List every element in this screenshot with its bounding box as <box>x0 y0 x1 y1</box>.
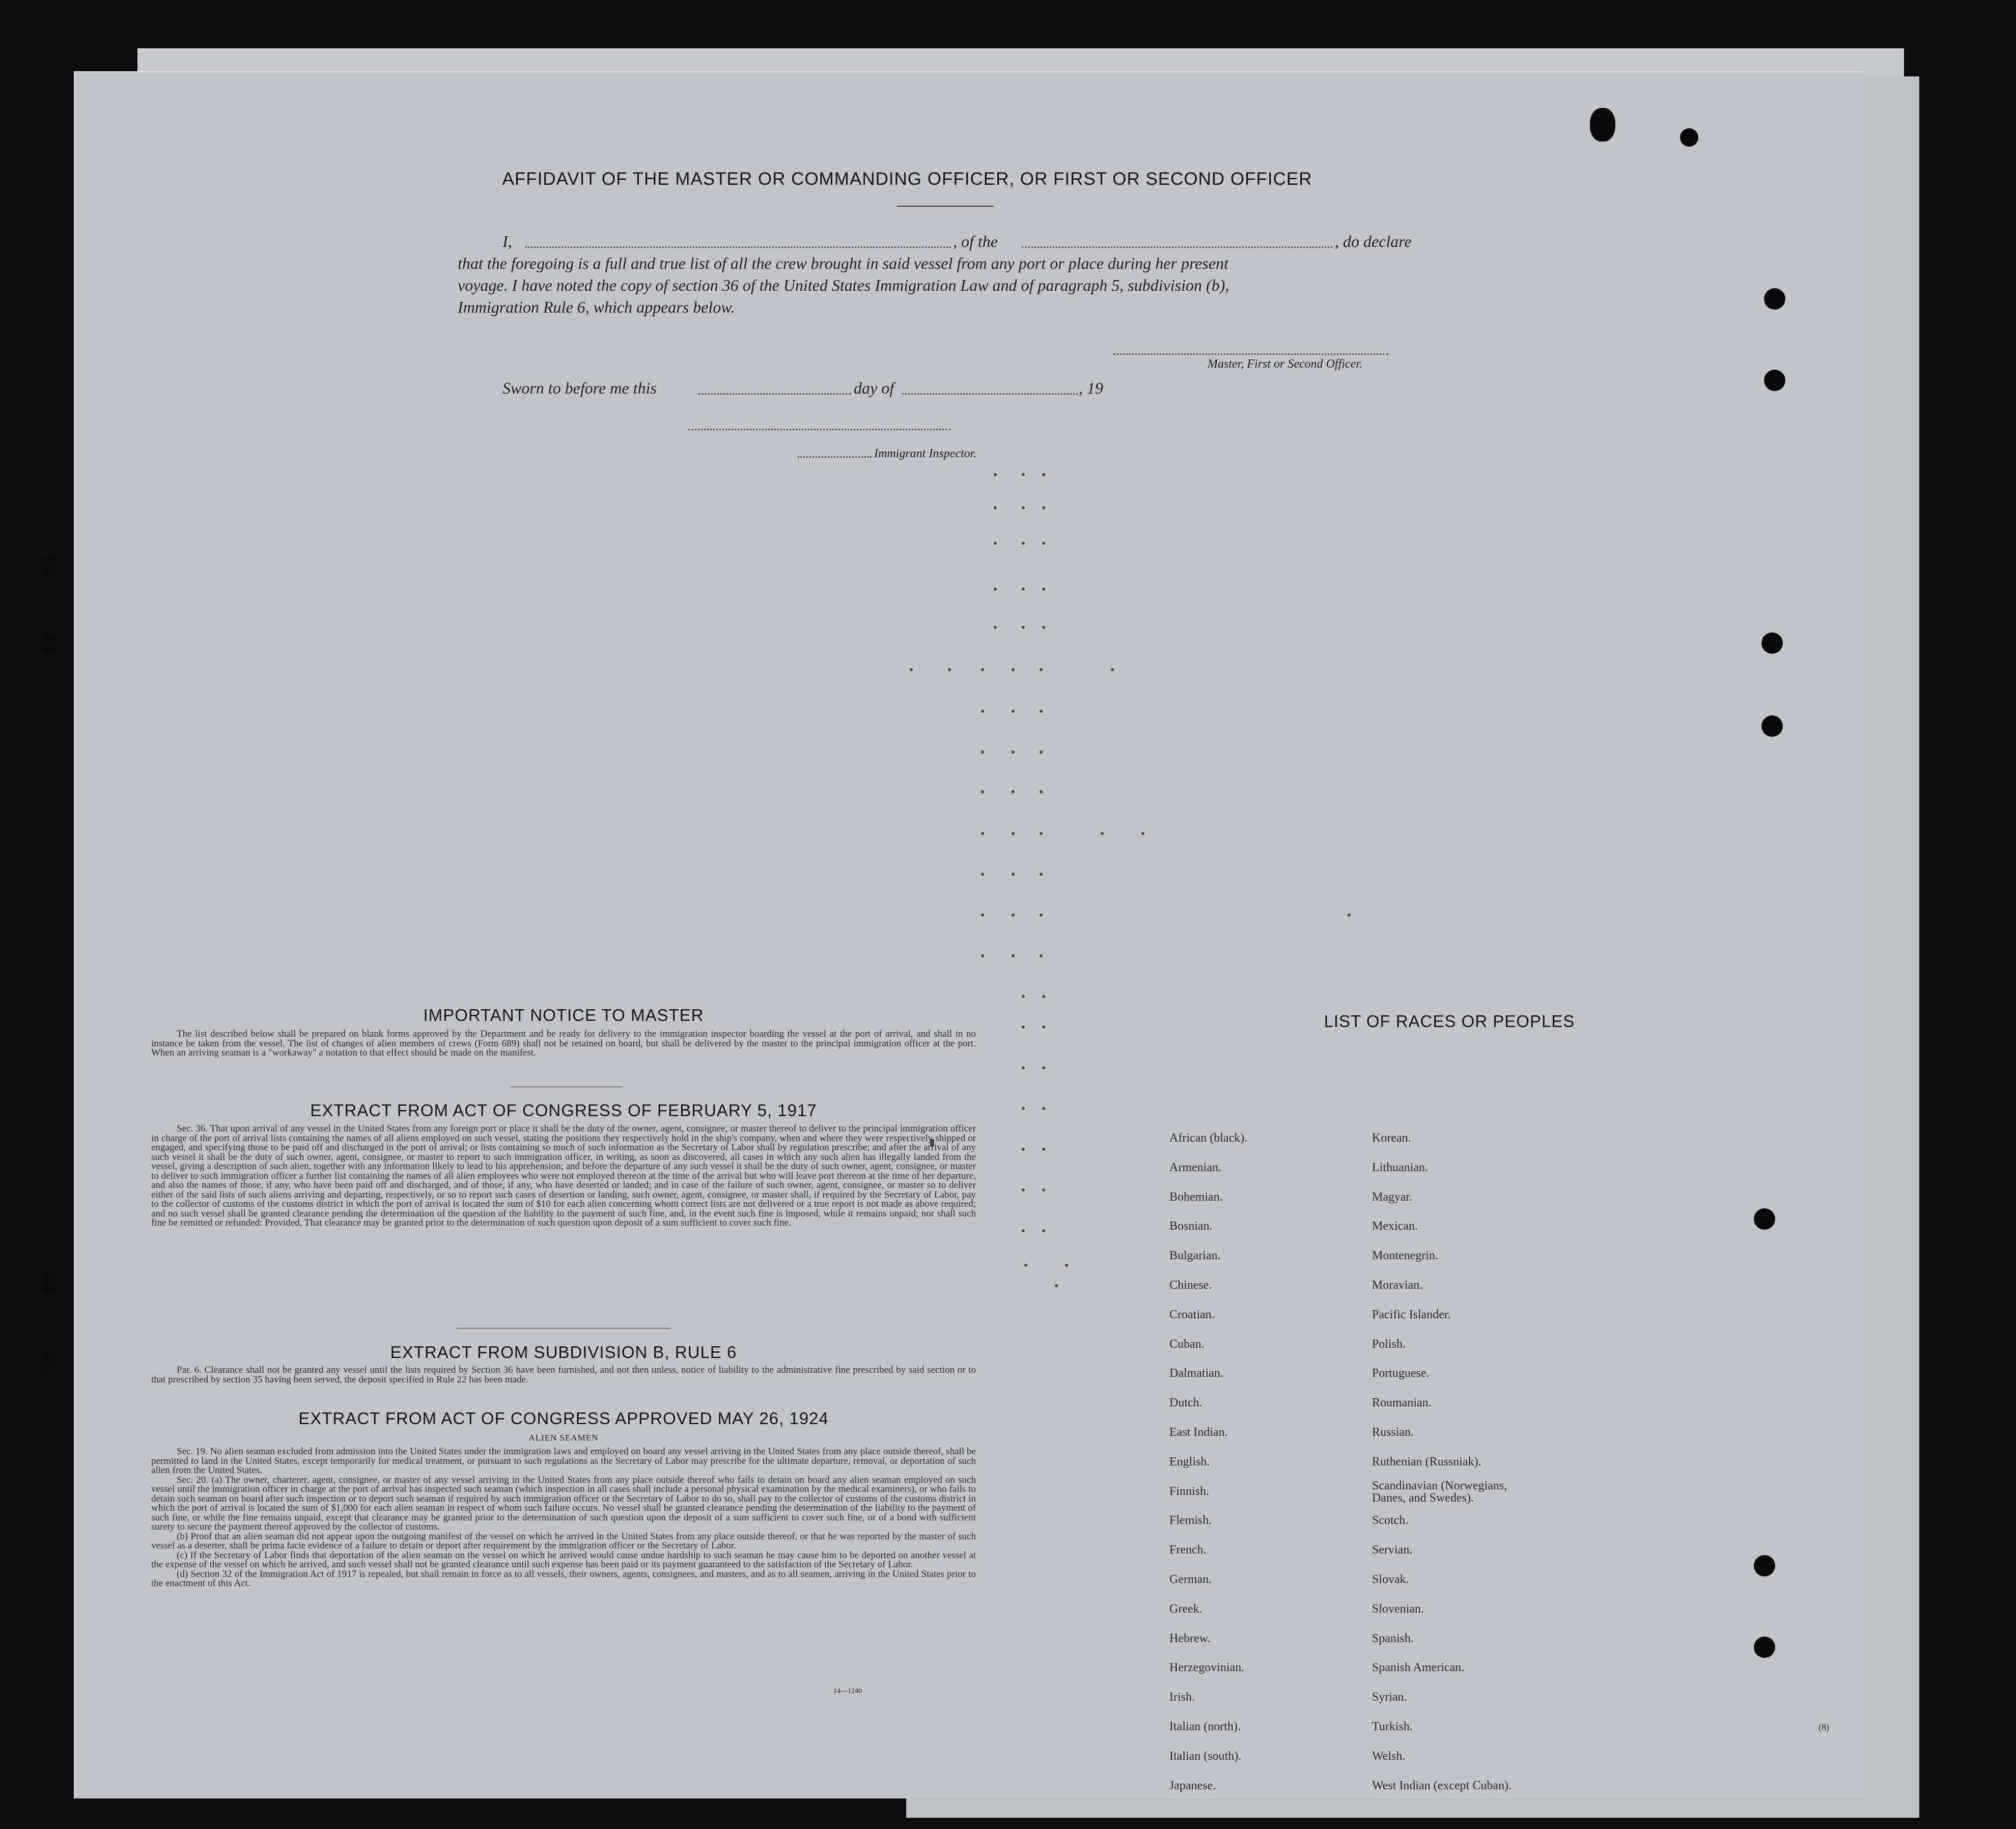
race-item: Spanish. <box>1372 1631 1414 1645</box>
sec-20d: (d) Section 32 of the Immigration Act of 1917 is repealed, but shall remain in force as to all vessels, their owners, agents, consignees, and masters, and as to all seamen, arriving in the United States prior to the enactment of this Act. <box>151 1568 976 1589</box>
race-item: Italian (south). <box>1169 1749 1242 1763</box>
race-item: Bohemian. <box>1169 1190 1223 1204</box>
race-item: Ruthenian (Russniak). <box>1372 1455 1481 1468</box>
affidavit-first-line <box>502 231 1521 253</box>
race-item: Flemish. <box>1169 1514 1212 1528</box>
race-item: Hebrew. <box>1169 1631 1211 1645</box>
race-item: Chinese. <box>1169 1279 1212 1292</box>
day-of-text: day of <box>854 379 894 397</box>
race-item: Portuguese. <box>1372 1367 1430 1380</box>
affidavit-line-4: Immigration Rule 6, which appears below. <box>458 298 735 316</box>
race-item: East Indian. <box>1169 1426 1228 1439</box>
master-label: Master, First or Second Officer. <box>1208 357 1362 371</box>
master-signature-line <box>1113 353 1388 355</box>
inspector-label: Immigrant Inspector. <box>874 447 977 460</box>
notice-title: IMPORTANT NOTICE TO MASTER <box>423 1006 704 1024</box>
sworn-text: Sworn to before me this <box>502 379 657 397</box>
race-item: Herzegovinian. <box>1169 1661 1245 1675</box>
race-item: Pacific Islander. <box>1372 1308 1451 1321</box>
race-item: English. <box>1169 1455 1210 1468</box>
race-item: Slovak. <box>1372 1573 1409 1586</box>
day-blank <box>698 393 851 395</box>
race-item: Montenegrin. <box>1372 1249 1438 1263</box>
race-item: Italian (north). <box>1169 1720 1241 1733</box>
position-blank <box>1022 246 1332 248</box>
affidavit-declare: , do declare <box>1335 232 1412 251</box>
affidavit-of-the: , of the <box>953 232 998 251</box>
race-item: Magyar. <box>1372 1190 1413 1204</box>
rule6-title: EXTRACT FROM SUBDIVISION B, RULE 6 <box>390 1343 737 1362</box>
race-item: Slovenian. <box>1372 1602 1424 1616</box>
race-item: Dutch. <box>1169 1396 1202 1410</box>
race-item: Japanese. <box>1169 1779 1216 1792</box>
race-item: Servian. <box>1372 1543 1413 1557</box>
race-item: Greek. <box>1169 1602 1202 1616</box>
race-item: Irish. <box>1169 1691 1195 1704</box>
race-item: Scotch. <box>1372 1514 1409 1528</box>
race-item: French. <box>1169 1543 1207 1557</box>
extract-1917-body: Sec. 36. That upon arrival of any vessel in the United States from any foreign port or place it shall be the duty of the owner, agent, consignee, or master thereof to deliver to the principal immigration officer in charge of the port of arrival lists containing the names of all aliens employed on such vessel, stating the positions they respectively hold in the ship's company, when and where they were respectively shipped or engaged, and specifying those to be paid off and discharged in the port of arrival; or lists containing so much of such information as the Secretary of Labor shall by regulation prescribe; and after the arrival of any such vessel it shall be the duty of such owner, agent, consignee, or master to report to such immigration officer, in writing, as soon as discovered, all cases in which any such alien has illegally landed from the vessel, giving a description of such alien, together with any information likely to lead to his apprehension; and before the departure of any such vessel it shall be the duty of such owner, agent, consignee, or master to deliver to such immigration officer a further list containing the names of all alien employees who were not employed thereon at the time of the arrival but who will leave port thereon at the time of her departure, and also the names of those, if any, who have been paid off and discharged, and of those, if any, who have deserted or landed; and in case of the failure of such owner, agent, consignee, or master so to deliver either of the said lists of such aliens arriving and departing, respectively, or so to report such cases of desertion or landing, such owner, agent, consignee, or master shall, if required by the Secretary of Labor, pay to the collector of customs of the customs district in which the port of arrival is located the sum of $10 for each alien concerning whom correct lists are not delivered or a true report is not made as above required; and no such vessel shall be granted clearance pending the determination of the question of the liability to the payment of such fine, and, in the event such fine is imposed, while it remains unpaid; nor shall such fine be remitted or refunded: Provided, That clearance may be granted prior to the determination of such question upon deposit of a sum sufficient to cover such fine. <box>151 1123 976 1228</box>
race-item: Korean. <box>1372 1131 1411 1145</box>
name-blank <box>525 246 950 248</box>
affidavit-i: I, <box>502 232 512 251</box>
affidavit-line-2: that the foregoing is a full and true list of all the crew brought in said vessel from any port or place during her present <box>458 254 1228 272</box>
sworn-line <box>502 378 1215 399</box>
race-item: Bosnian. <box>1169 1220 1213 1233</box>
margin-mark: (8) <box>1818 1722 1829 1732</box>
rule6-body: Par. 6. Clearance shall not be granted any vessel until the lists required by Section 36 have been furnished, and not then unless, notice of liability to the administrative fine prescribed by said section or to that prescribed by section 35 having been served, the deposit specified in Rule 22 has been made. <box>151 1365 976 1385</box>
race-item: Bulgarian. <box>1169 1249 1221 1263</box>
race-item: Finnish. <box>1169 1484 1210 1498</box>
document-page <box>74 71 1864 1798</box>
race-item: Armenian. <box>1169 1160 1221 1174</box>
race-item: Mexican. <box>1372 1220 1418 1233</box>
race-item: Scandinavian (Norwegians, Danes, and Swedes). <box>1372 1479 1507 1505</box>
race-item: Turkish. <box>1372 1720 1413 1733</box>
extract-1924-title: EXTRACT FROM ACT OF CONGRESS APPROVED MAY 26, 1924 <box>298 1409 829 1428</box>
race-item: Russian. <box>1372 1426 1414 1439</box>
sec-19: Sec. 19. No alien seaman excluded from admission into the United States under the immigration laws and employed on board any vessel arriving in the United States from any place outside thereof, shall be permitted to land in the United States, except temporarily for medical treatment, or pursuant to such regulations as the Secretary of Labor may prescribe for the ultimate departure, removal, or deportation of such alien from the United States. <box>151 1446 976 1476</box>
race-item: Spanish American. <box>1372 1661 1465 1675</box>
month-blank <box>902 393 1078 395</box>
affidavit-line-3: voyage. I have noted the copy of section 36 of the United States Immigration Law and of paragraph 5, subdivision (b), <box>458 276 1229 294</box>
sec-20b: (b) Proof that an alien seaman did not appear upon the outgoing manifest of the vessel on which he arrived in the United States from any place outside thereof, or that he was reported by the master of such vessel as a deserter, shall be prima facie evidence of a failure to detain or deport after requirement by the immigration officer or the Secretary of Labor. <box>151 1531 976 1551</box>
year-text: , 19 <box>1079 379 1103 397</box>
inspector-lead <box>798 456 872 458</box>
affidavit-title: AFFIDAVIT OF THE MASTER OR COMMANDING OFFICER, OR FIRST OR SECOND OFFICER <box>502 169 1312 189</box>
race-item: Syrian. <box>1372 1691 1407 1704</box>
race-item: Roumanian. <box>1372 1396 1432 1410</box>
race-item: Moravian. <box>1372 1279 1423 1292</box>
race-item: Cuban. <box>1169 1337 1205 1351</box>
inspector-signature-line <box>688 429 950 430</box>
race-item: West Indian (except Cuban). <box>1372 1779 1511 1792</box>
notice-body: The list described below shall be prepared on blank forms approved by the Department and be ready for delivery to the immigration inspector boarding the vessel at the port of arrival, and shall in no instance be taken from the vessel. The list of changes of alien members of crews (Form 689) shall not be retained on board, but shall be delivered by the master to the principal immigration officer at the port. When an arriving seaman is a "workaway" a notation to that effect should be made on the manifest. <box>151 1029 976 1058</box>
sec-20c: (c) If the Secretary of Labor finds that deportation of the alien seaman on the vessel on which he arrived would cause undue hardship to such seaman he may cause him to be deported on another vessel at the expense of the vessel on which he arrived, and such vessel shall not be granted clearance until such expense has been paid or its payment guaranteed to the satisfaction of the Secretary of Labor. <box>151 1549 976 1570</box>
extract-1917-title: EXTRACT FROM ACT OF CONGRESS OF FEBRUARY 5, 1917 <box>310 1101 817 1120</box>
race-item: Dalmatian. <box>1169 1367 1223 1380</box>
sec-20a: Sec. 20. (a) The owner, charterer, agent, consignee, or master of any vessel arriving in the United States from any place outside thereof who fails to detain on board any alien seaman employed on such vessel until the immigration officer in charge at the port of arrival has inspected such seaman (which inspection in all cases shall include a personal physical examination by the medical examiners), or who fails to detain such seaman on board after such inspection or to deport such seaman if required by such immigration officer or the Secretary of Labor to do so, shall pay to the collector of customs of the customs district in which the port of arrival is located the sum of $1,000 for each alien seaman in respect of whom such failure occurs. No vessel shall be granted clearance pending the determination of the liability to the payment of such fine, or while the fine remains unpaid, except that clearance may be granted prior to the determination of such question upon the deposit of a sum sufficient to cover such fine, or of a bond with sufficient surety to secure the payment thereof approved by the collector of customs. <box>151 1474 976 1532</box>
extract-1924-body <box>151 1447 976 1589</box>
alien-seamen-subtitle: ALIEN SEAMEN <box>528 1433 599 1443</box>
race-item: Polish. <box>1372 1337 1406 1351</box>
race-item: Lithuanian. <box>1372 1160 1428 1174</box>
race-item: African (black). <box>1169 1131 1248 1145</box>
race-item: Welsh. <box>1372 1749 1406 1763</box>
races-title: LIST OF RACES OR PEOPLES <box>1324 1012 1575 1031</box>
title-underline <box>897 206 994 207</box>
form-number: 14—1240 <box>833 1687 862 1695</box>
race-item: German. <box>1169 1573 1212 1586</box>
race-item: Croatian. <box>1169 1308 1215 1321</box>
